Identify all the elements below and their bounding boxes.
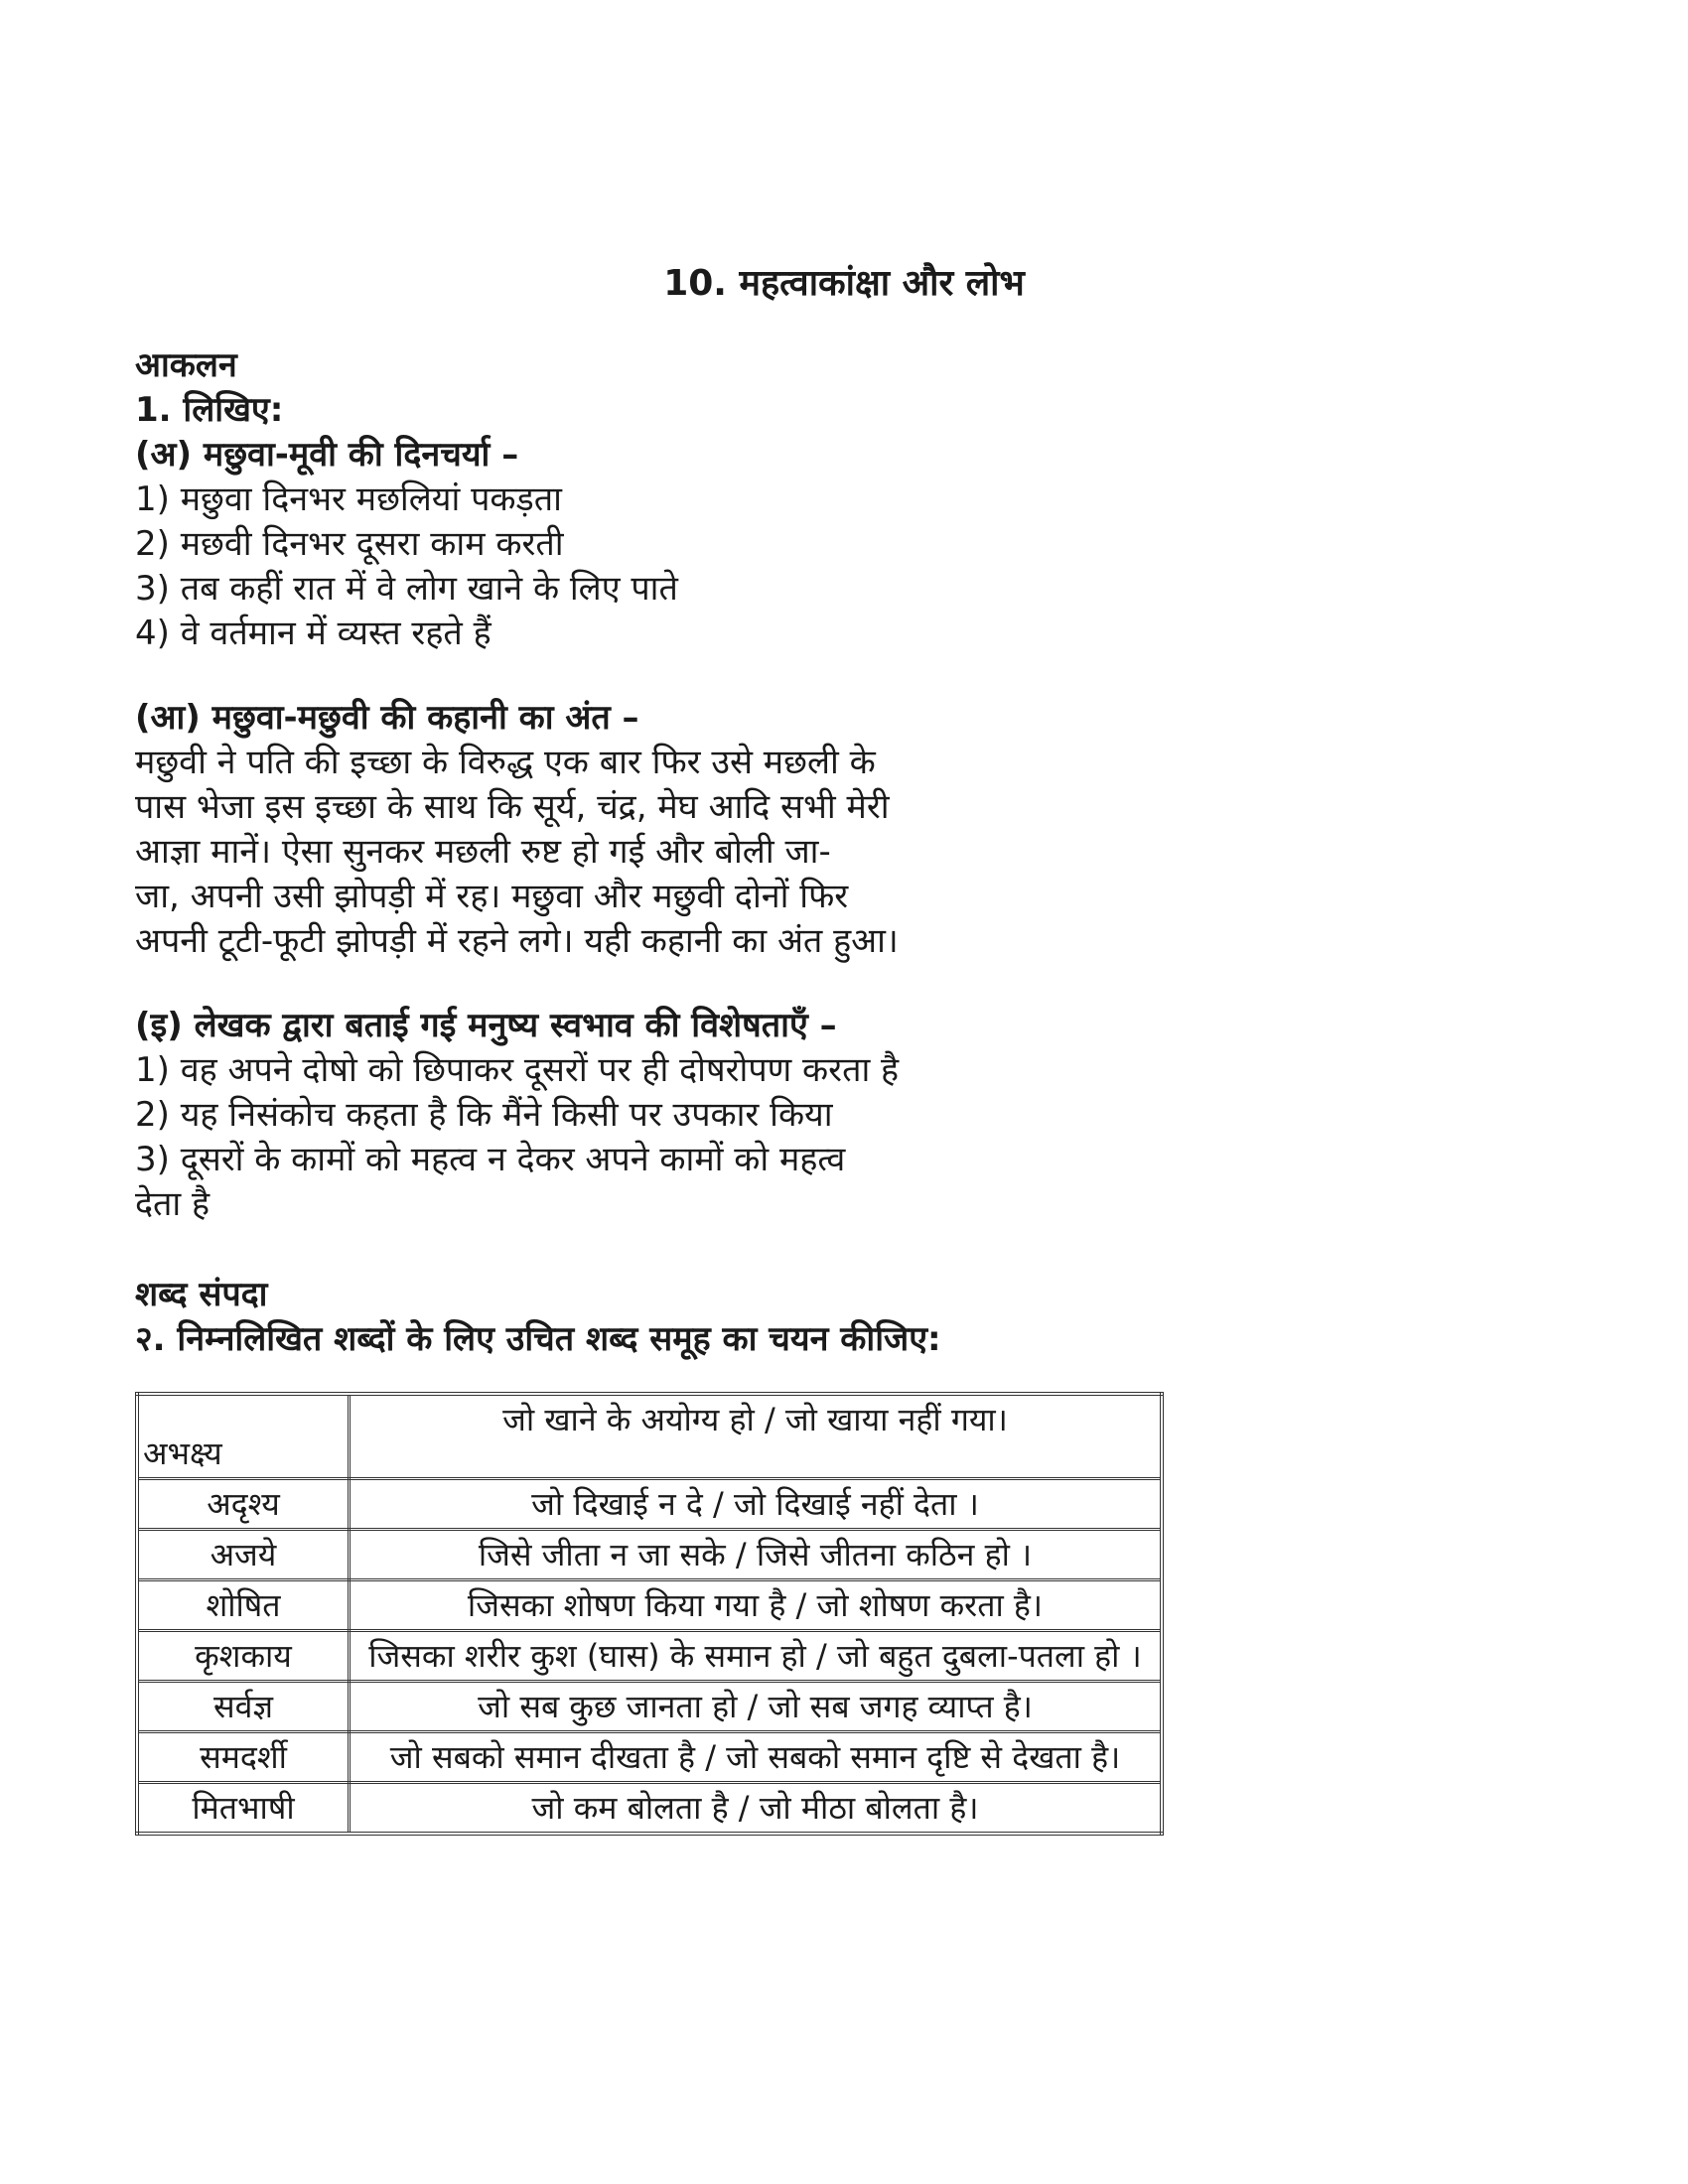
table-row: [137, 1530, 1162, 1580]
part-b-line: मछुवी ने पति की इच्छा के विरुद्ध एक बार फिर उसे मछली के: [135, 743, 876, 782]
word-cell: अजये: [137, 1530, 350, 1580]
part-c-line: 3) दूसरों के कामों को महत्व न देकर अपने कामों को महत्व: [135, 1140, 846, 1179]
table-row: [137, 1631, 1162, 1682]
word-cell: सर्वज्ञ: [137, 1682, 350, 1732]
part-b-line: जा, अपनी उसी झोपड़ी में रह। मछुवा और मछुवी दोनों फिर: [135, 877, 849, 916]
chapter-title: 10. महत्वाकांक्षा और लोभ: [663, 263, 1025, 304]
meaning-cell: जो सब कुछ जानता हो / जो सब जगह व्याप्त है।: [350, 1682, 1163, 1732]
meaning-cell: जो सबको समान दीखता है / जो सबको समान दृष्टि से देखता है।: [350, 1732, 1163, 1783]
part-c-line: देता है: [135, 1184, 211, 1224]
part-c-line: 2) यह निसंकोच कहता है कि मैंने किसी पर उपकार किया: [135, 1095, 833, 1135]
word-meaning-table: [135, 1392, 1164, 1836]
spacer: [135, 964, 1168, 1004]
section-heading-shabd-sampada: शब्द संपदा: [135, 1275, 268, 1314]
part-a-item: 3) तब कहीं रात में वे लोग खाने के लिए पाते: [135, 569, 678, 609]
word-cell: कृशकाय: [137, 1631, 350, 1682]
part-a-item: 2) मछवी दिनभर दूसरा काम करती: [135, 524, 564, 564]
meaning-cell: जिसे जीता न जा सके / जिसे जीतना कठिन हो ।: [350, 1530, 1163, 1580]
meaning-cell: जिसका शोषण किया गया है / जो शोषण करता है।: [350, 1580, 1163, 1631]
meaning-cell: जो दिखाई न दे / जो दिखाई नहीं देता ।: [350, 1479, 1163, 1530]
table-row: [137, 1580, 1162, 1631]
word-cell: समदर्शी: [137, 1732, 350, 1783]
table-row: [137, 1732, 1162, 1783]
table-row: [137, 1394, 1162, 1479]
table-row: [137, 1479, 1162, 1530]
part-b-heading: (आ) मछुवा-मछुवी की कहानी का अंत –: [135, 698, 639, 738]
section-heading-aakalan: आकलन: [135, 345, 237, 385]
spacer: [135, 656, 1168, 696]
word-cell: अभक्ष्य: [137, 1394, 350, 1479]
meaning-cell: जिसका शरीर कुश (घास) के समान हो / जो बहुत दुबला-पतला हो ।: [350, 1631, 1163, 1682]
meaning-cell: जो कम बोलता है / जो मीठा बोलता है।: [350, 1783, 1163, 1835]
part-c-heading: (इ) लेखक द्वारा बताई गई मनुष्य स्वभाव की विशेषताएँ –: [135, 1006, 837, 1045]
question-1: 1. लिखिए:: [135, 390, 284, 430]
part-c-line: 1) वह अपने दोषो को छिपाकर दूसरों पर ही दोषरोपण करता है: [135, 1050, 900, 1090]
part-a-item: 1) मछुवा दिनभर मछलियां पकड़ता: [135, 479, 562, 519]
word-cell: अदृश्य: [137, 1479, 350, 1530]
meaning-cell: जो खाने के अयोग्य हो / जो खाया नहीं गया।: [350, 1394, 1163, 1479]
table-row: [137, 1682, 1162, 1732]
answers-section: [135, 343, 1168, 1362]
part-a-heading: (अ) मछुवा-मूवी की दिनचर्या –: [135, 435, 519, 475]
word-cell: शोषित: [137, 1580, 350, 1631]
part-b-line: आज्ञा मानें। ऐसा सुनकर मछली रुष्ट हो गई और बोली जा-: [135, 832, 831, 872]
table-row: [137, 1783, 1162, 1835]
part-b-line: पास भेजा इस इच्छा के साथ कि सूर्य, चंद्र, मेघ आदि सभी मेरी: [135, 787, 890, 827]
spacer: [135, 1227, 1168, 1273]
word-cell: मितभाषी: [137, 1783, 350, 1835]
part-b-line: अपनी टूटी-फूटी झोपड़ी में रहने लगे। यही कहानी का अंत हुआ।: [135, 921, 899, 961]
part-a-item: 4) वे वर्तमान में व्यस्त रहते हैं: [135, 614, 492, 653]
question-2: २. निम्नलिखित शब्दों के लिए उचित शब्द समूह का चयन कीजिए:: [135, 1319, 941, 1359]
